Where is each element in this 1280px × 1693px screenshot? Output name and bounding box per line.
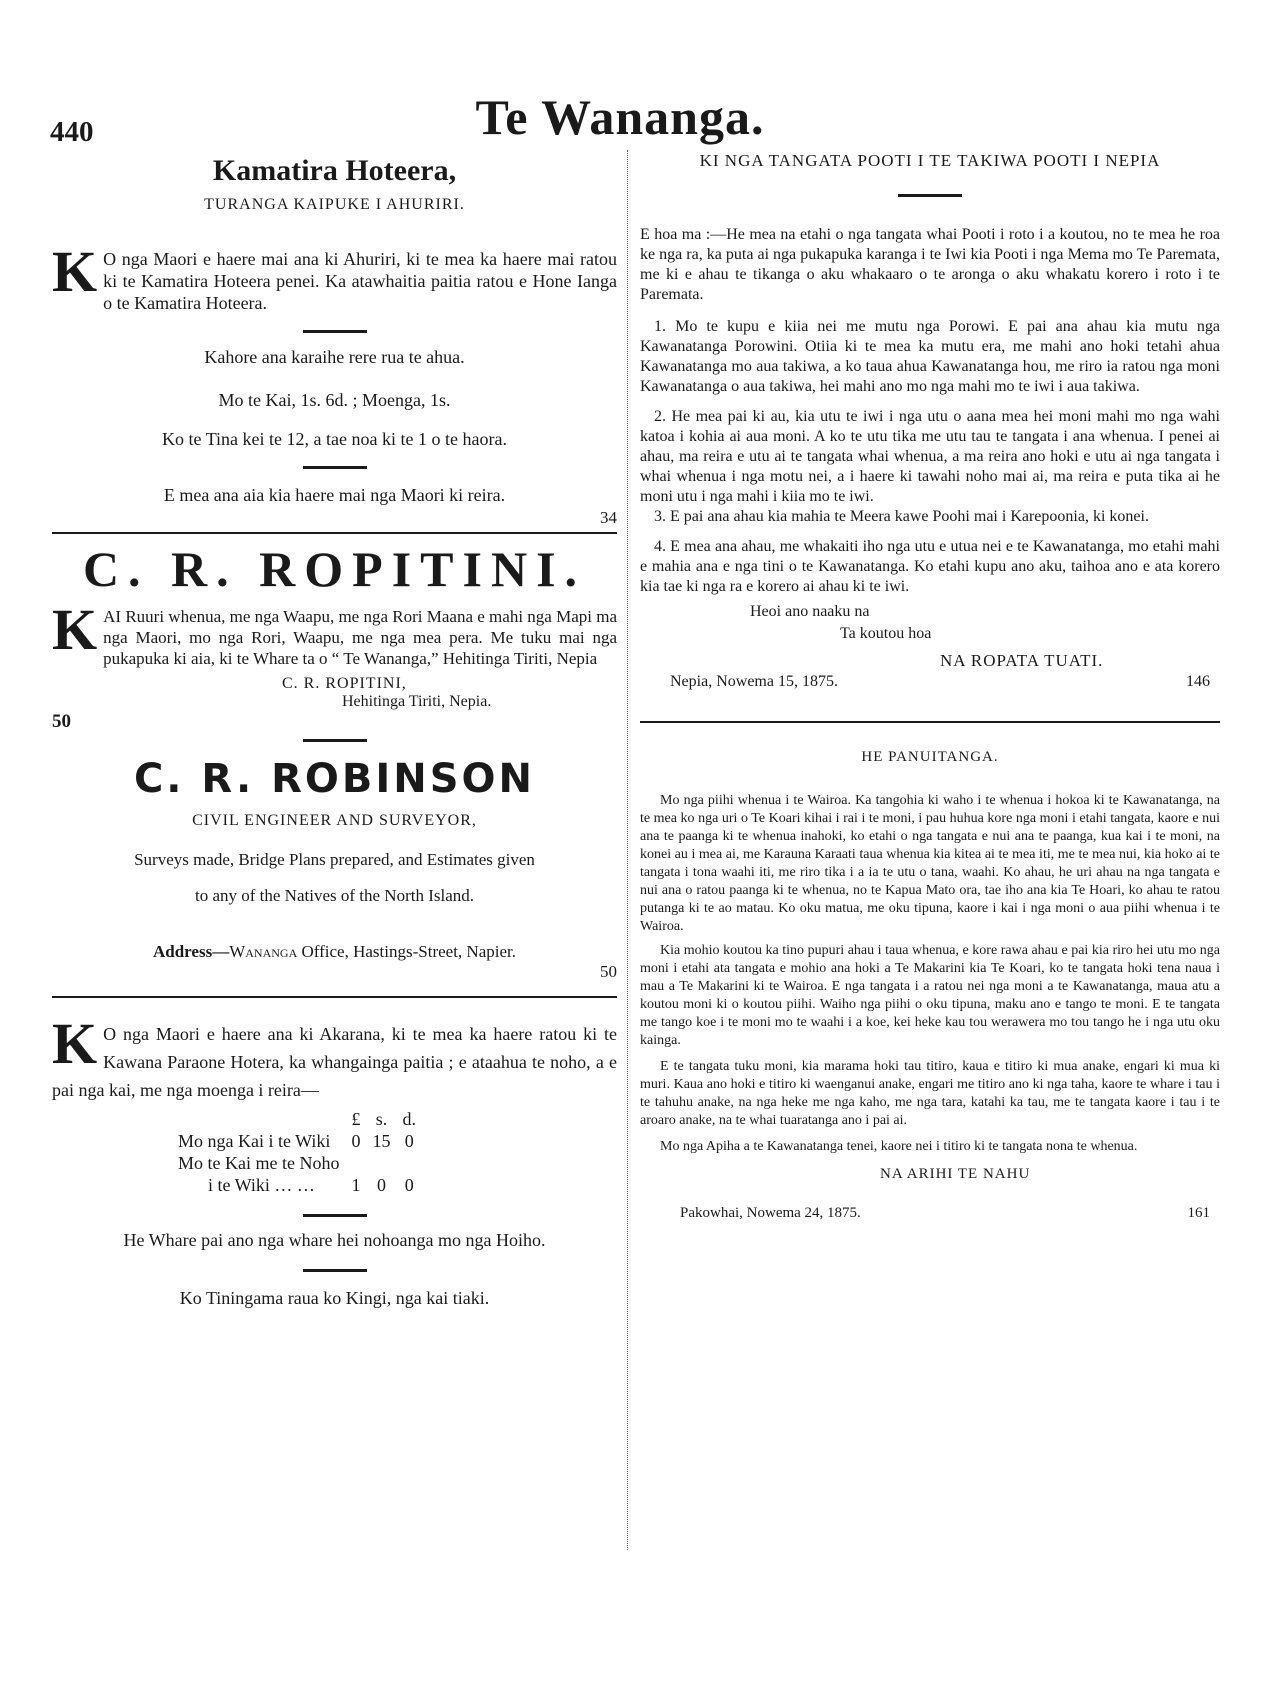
hotel-line-1: Kahore ana karaihe rere rua te ahua. (204, 347, 465, 367)
hotel-line-4: E mea ana aia kia haere mai nga Maori ki reira. (163, 485, 506, 505)
dropcap: K (52, 597, 98, 662)
tariff-table (172, 1108, 422, 1196)
section-rule (52, 532, 617, 534)
voters-point-1: 1. Mo te kupu e kiia nei me mutu nga Porowi. E pai ana ahau kia mutu nga Kawanatanga Porowini. Otiia ki te mea ka mutu era, me mahi ano hoki tetahi ahua Kawanatanga mo aua takiwa, a ko taua ahua Kawanatanga hou, me riro ia ratou nga moni Kawanatanga o aua takiwa, hei mahi ano mo nga mahi mo te iwi i aua takiwa. (640, 318, 1220, 395)
tariff-pence (396, 1152, 422, 1174)
hotel-body-text: O nga Maori e haere mai ana ki Ahuriri, ki te mea ka haere mai ratou ki te Kamatira Hoteera penei. Ka atawhaitia paitia ratou e Hone Ianga o te Kamatira Hoteera. (103, 249, 617, 313)
voters-point-3: 3. E pai ana ahau kia mahia te Meera kawe Poohi mai i Karepoonia, ki konei. (654, 508, 1149, 525)
section-rule (52, 996, 617, 998)
akarana-body-text: O nga Maori e haere ana ki Akarana, ki te mea ka haere ratou ki te Kawana Paraone Hotera, ka whangainga paitia ; e ataahua te noho, a e pai nga kai, me nga moenga i reira— (52, 1024, 617, 1100)
ad-number: 34 (600, 508, 617, 527)
panuitanga-para-3: E te tangata tuku moni, kia marama hoki tau titiro, kaua e titiro ki mua anake, engari ki mua ki muri. Kaua ano hoki e titiro ki waenganui anake, engari me titiro ano ki nga taha, kaore te whare i tau i te tahuhu anake, na nga heke me nga kaho, me nga tara, katahi ka tau, me te tangata kaore i tau i te aroaro anake, na te whai tuaratanga ano i pai ai. (640, 1059, 1220, 1128)
tariff-header-row (172, 1108, 422, 1130)
robinson-title: C. R. ROBINSON (133, 756, 536, 802)
robinson-subtitle: CIVIL ENGINEER AND SURVEYOR, (192, 812, 477, 829)
robinson-line-2: to any of the Natives of the North Island. (194, 886, 474, 905)
ropitini-title: C. R. ROPITINI. (82, 541, 587, 597)
akarana-note: He Whare pai ano nga whare hei nohoanga mo nga Hoiho. (123, 1230, 546, 1250)
divider (898, 194, 962, 197)
tariff-pounds (345, 1152, 366, 1174)
voters-closing-1: Heoi ano naaku na (750, 603, 870, 620)
tariff-pence: 0 (404, 1131, 414, 1151)
ad-number: 50 (52, 711, 71, 732)
right-column (640, 150, 1220, 1222)
tariff-shillings: 15 (372, 1131, 391, 1151)
panuitanga-heading: HE PANUITANGA. (861, 749, 999, 765)
tariff-pounds: 0 (351, 1131, 361, 1151)
address-rest: Office, Hastings-Street, Napier. (297, 942, 516, 961)
robinson-line-1: Surveys made, Bridge Plans prepared, and Estimates given (134, 850, 535, 869)
voters-heading: KI NGA TANGATA POOTI I TE TAKIWA POOTI I NEPIA (699, 151, 1161, 170)
ropitini-body (52, 597, 617, 669)
dropcap: K (52, 1011, 98, 1076)
hotel-line-3: Ko te Tina kei te 12, a tae noa ki te 1 o te haora. (162, 429, 507, 449)
tariff-pounds: 1 (351, 1175, 361, 1195)
akarana-body (52, 1011, 617, 1104)
hotel-line-2: Mo te Kai, 1s. 6d. ; Moenga, 1s. (218, 390, 451, 410)
voters-signature: NA ROPATA TUATI. (940, 651, 1104, 670)
divider (303, 739, 367, 742)
tariff-shillings (366, 1152, 396, 1174)
tariff-label: Mo te Kai me te Noho (178, 1153, 340, 1173)
ropitini-address: Hehitinga Tiriti, Nepia. (342, 693, 492, 710)
hotel-subtitle: TURANGA KAIPUKE I AHURIRI. (204, 196, 465, 213)
dropcap: K (52, 239, 98, 304)
hotel-advertisement (52, 154, 617, 528)
tariff-row (172, 1174, 422, 1196)
panuitanga-footer (640, 1205, 1220, 1222)
voters-place-date: Nepia, Nowema 15, 1875. (670, 673, 838, 690)
ropitini-body-text: AI Ruuri whenua, me nga Waapu, me nga Rori Maana e mahi nga Mapi ma nga Maori, mo nga Rori, Waapu, me nga mea pera. Me tuku mai nga pukapuka ki aia, ki te Whare ta o “ Te Wananga,” Hehitinga Tiriti, Nepia (103, 607, 617, 668)
panuitanga-para-1: Mo nga piihi whenua i te Wairoa. Ka tangohia ki waho i te whenua i hokoa ki te Kawanatanga, na te mea ko nga uri o Te Koari kihai i rai i te moni, i pau huhua kore nga moni i etahi tangata, kaore e nui ana te paanga ki te whenua inahoki, ko etahi o nga tangata e nui ana te paanga, kua kai i te moni, na konei au i mea ai, me Karauna Karaati taua whenua kia kitea ai te mea iti, me te mea nui, kia hoko ai te tangata i tona waahi iti, me riro tika i a ia te utu o tana, waahi. Ko ahau, he uri ahau na nga tangata e nui ana o ratou paanga ki te whenua, no te Kapua Mato ora, tae iho ana kia Te Hoari, ko ahau te ratou putanga ki te ao matau. Ko oku matua, me oku tipuna, kaore i kai i nga moni o aua piihi whenua i te Wairoa. (640, 793, 1220, 934)
panuitanga-para-4: Mo nga Apiha a te Kawanatanga tenei, kaore nei i titiro ki te tangata nona te whenua. (660, 1139, 1138, 1154)
hotel-title: Kamatira Hoteera, (212, 154, 457, 187)
divider (303, 466, 367, 469)
akarana-keepers: Ko Tiningama raua ko Kingi, nga kai tiaki. (179, 1288, 490, 1308)
tariff-label: i te Wiki … … (208, 1175, 315, 1195)
panuitanga-signature: NA ARIHI TE NAHU (880, 1166, 1031, 1182)
ad-number: 146 (1186, 673, 1210, 690)
page-number: 440 (50, 116, 94, 148)
voters-footer (640, 673, 1220, 691)
ad-number: 161 (1187, 1205, 1210, 1221)
tariff-row (172, 1130, 422, 1152)
tariff-label: Mo nga Kai i te Wiki (178, 1131, 331, 1151)
voters-closing-2: Ta koutou hoa (840, 625, 932, 642)
panuitanga-para-2: Kia mohio koutou ka tino pupuri ahau i taua whenua, e kore rawa ahau e pai kia riro hei utu mo nga moni i etahi ata tangata e mohio ana hoki a Te Makarini kia Te Koari, ko te tangata hoki tena naua i mau a Te Makarini ki te Wairoa. E nga tangata i a ratou nei nga moni a te Kawanatanga, maua atu a koutou moni ki o koutou piihi. Waiho nga piihi o oku tipuna, maku ano e tango te moni. E te tangata me tango koe i te moni mo te waahi i a koe, kei heke kau tou werawera mo tou tango he i nga utu oku kainga. (640, 943, 1220, 1048)
robinson-advertisement (52, 756, 617, 982)
tariff-shillings: 0 (376, 1175, 386, 1195)
ad-number: 50 (600, 962, 617, 981)
header-pence: d. (402, 1109, 416, 1129)
robinson-address (52, 942, 617, 962)
tariff-pence: 0 (404, 1175, 414, 1195)
ropitini-signature: C. R. ROPITINI, (282, 675, 407, 692)
ropitini-advertisement (52, 540, 617, 733)
divider (303, 1214, 367, 1217)
panuitanga-notice (640, 749, 1220, 1222)
voters-point-4: 4. E mea ana ahau, me whakaiti iho nga utu e utua nei e te Kawanatanga, mo etahi mahi e mahia ana e nga tini o te Kawanatanga. Ko etahi kupu ano aku, taihoa ano e ata korero kia tae ki nga ra e korero ai ahau ki te iwi. (640, 538, 1220, 595)
hotel-body (52, 239, 617, 314)
section-rule (640, 721, 1220, 723)
header-shillings: s. (375, 1109, 388, 1129)
divider (303, 330, 367, 333)
masthead-title: Te Wananga. (475, 89, 765, 145)
address-label: Address— (153, 942, 230, 961)
address-office: Wananga (229, 942, 298, 961)
tariff-row (172, 1152, 422, 1174)
column-divider (627, 150, 629, 1550)
header-pounds: £ (351, 1109, 361, 1129)
left-column (52, 150, 617, 1309)
voters-intro: E hoa ma :—He mea na etahi o nga tangata whai Pooti i roto i a koutou, no te mea he roa ke nga ra, ka puta ai nga pukapuka karanga i te Iwi kia Pooti i nga Mema mo Te Paremata, me ki e ahau te tikanga o aku whakaaro o te aronga o aku whakatu korero i roto i te Paremata. (640, 226, 1220, 303)
divider (303, 1269, 367, 1272)
akarana-advertisement (52, 1011, 617, 1309)
voters-point-2: 2. He mea pai ki au, kia utu te iwi i nga utu o aana mea hei moni mahi mo nga wahi katoa i kohia ai aua moni. A ko te utu tika me utu tau te tangata i ana whenua. I penei ai ahau, ma reira e utu ai te tangata whai whenua, a ma reira ano hoki e utu ai nga tangata i whai whenua i nga motu nei, a i haere ki tawahi noho mai ai, ma reira e puta tika ai he moni utu i nga mahi i kiia mo te iwi. (640, 408, 1220, 505)
panuitanga-place-date: Pakowhai, Nowema 24, 1875. (680, 1205, 861, 1221)
voters-notice (640, 150, 1220, 691)
